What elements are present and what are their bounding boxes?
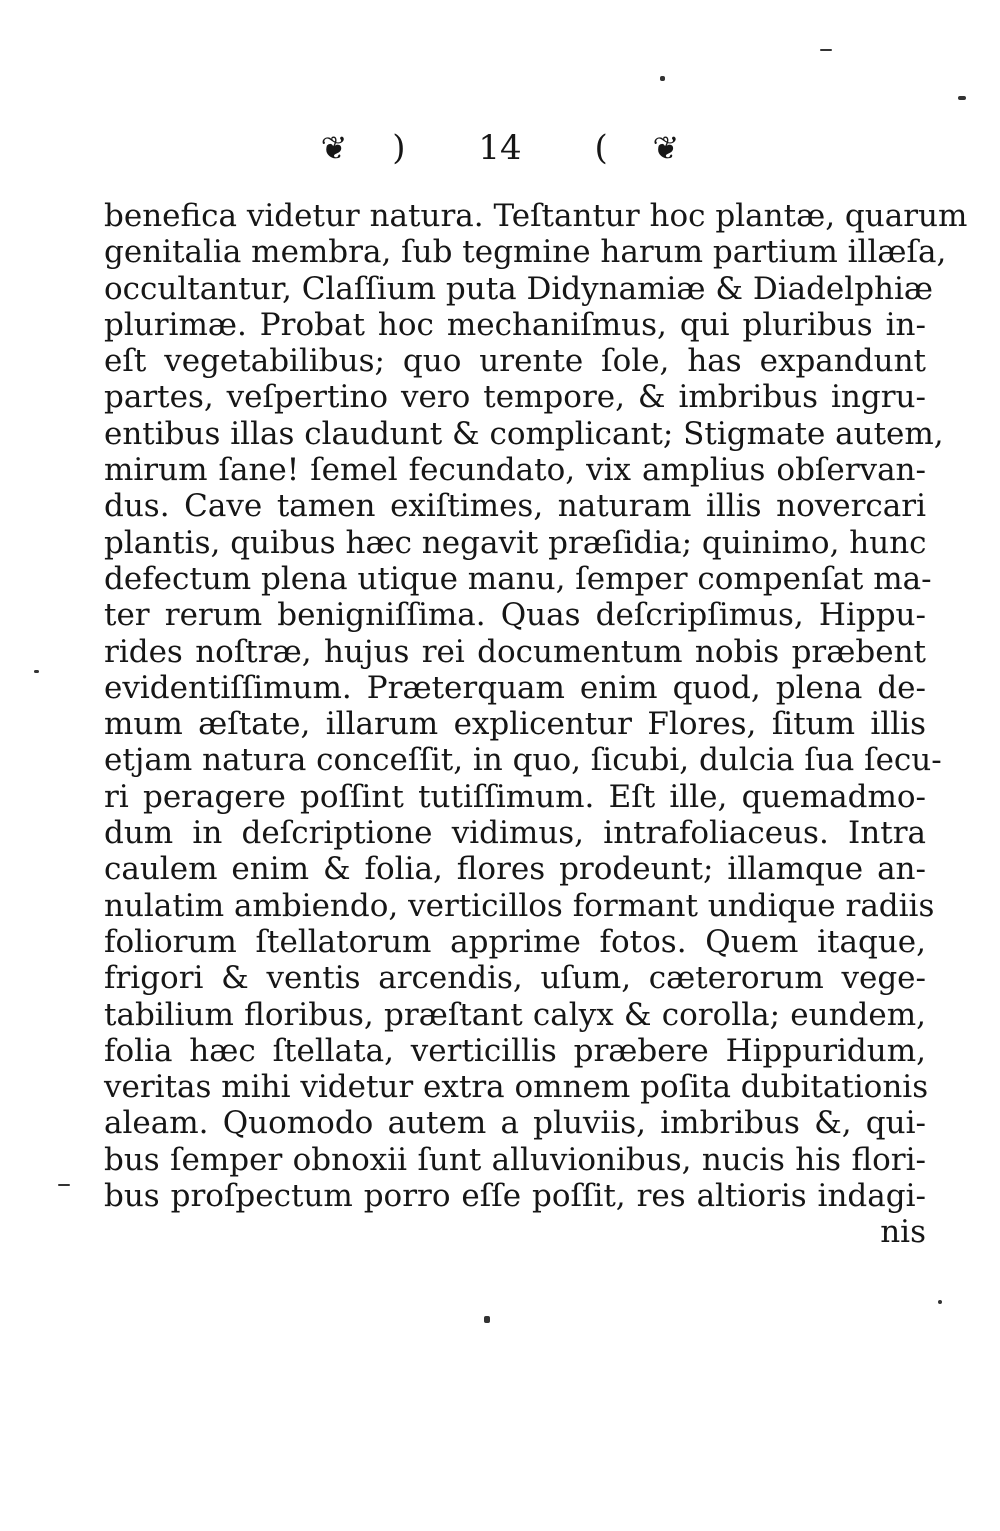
header-paren-right: ( bbox=[594, 128, 608, 168]
text-line: evidentiſſimum. Præterquam enim quod, plena de- bbox=[104, 669, 926, 706]
text-line: bus ſemper obnoxii ſunt alluvionibus, nucis his flori- bbox=[104, 1141, 926, 1178]
text-line: tabilium floribus, præſtant calyx & corolla; eundem, bbox=[104, 996, 926, 1033]
body-text bbox=[104, 198, 968, 1251]
scan-speck bbox=[938, 1300, 942, 1304]
text-line: eſt vegetabilibus; quo urente ſole, has expandunt bbox=[104, 343, 926, 380]
text-line: frigori & ventis arcendis, uſum, cæterorum vege- bbox=[104, 960, 926, 997]
text-line: mirum ſane! ſemel fecundato, vix amplius obſervan- bbox=[104, 452, 926, 489]
scan-speck bbox=[660, 76, 665, 81]
header-paren-left: ) bbox=[392, 128, 406, 168]
scan-speck bbox=[820, 49, 832, 51]
scan-speck bbox=[58, 1184, 70, 1186]
text-line: nulatim ambiendo, verticillos formant undique radiis bbox=[104, 887, 935, 924]
text-line: ri peragere poſſint tutiſſimum. Eſt ille, quemadmo- bbox=[104, 778, 926, 815]
text-line: foliorum ſtellatorum apprime fotos. Quem itaque, bbox=[104, 923, 926, 960]
text-line: plantis, quibus hæc negavit præſidia; quinimo, hunc bbox=[104, 524, 927, 561]
catchword: nis bbox=[880, 1214, 926, 1251]
text-line: bus proſpectum porro eſſe poſſit, res altioris indagi- bbox=[104, 1178, 926, 1215]
text-line: defectum plena utique manu, ſemper compenſat ma- bbox=[104, 560, 932, 597]
text-line: rides noſtræ, hujus rei documentum nobis præbent bbox=[104, 633, 926, 670]
scan-speck bbox=[958, 96, 966, 100]
text-line: aleam. Quomodo autem a pluviis, imbribus &, qui- bbox=[104, 1105, 926, 1142]
text-line: entibus illas claudunt & complicant; Stigmate autem, bbox=[104, 415, 944, 452]
page-header bbox=[0, 128, 1000, 168]
text-line: benefica videtur natura. Teſtantur hoc plantæ, quarum bbox=[104, 198, 968, 234]
text-line: mum æſtate, illarum explicentur Flores, ſitum illis bbox=[104, 706, 926, 743]
fleuron-right-icon: ❦ bbox=[652, 129, 680, 167]
text-line: occultantur, Claſſium puta Didynamiæ & Diadelphiæ bbox=[104, 270, 934, 307]
text-line: veritas mihi videtur extra omnem poſita dubitationis bbox=[104, 1069, 929, 1106]
text-line: folia hæc ſtellata, verticillis præbere Hippuridum, bbox=[104, 1032, 926, 1069]
fleuron-left-icon: ❦ bbox=[320, 129, 348, 167]
page-number: 14 bbox=[478, 128, 522, 168]
text-line: caulem enim & folia, flores prodeunt; illamque an- bbox=[104, 851, 926, 888]
text-line: genitalia membra, ſub tegmine harum partium illæſa, bbox=[104, 234, 947, 271]
text-line: dus. Cave tamen exiſtimes, naturam illis novercari bbox=[104, 488, 926, 525]
text-line: partes, veſpertino vero tempore, & imbribus ingru- bbox=[104, 379, 926, 416]
text-line: ter rerum benigniſſima. Quas deſcripſimus, Hippu- bbox=[104, 597, 926, 634]
scan-speck bbox=[34, 670, 39, 673]
text-line: plurimæ. Probat hoc mechaniſmus, qui pluribus in- bbox=[104, 306, 926, 343]
text-line: dum in deſcriptione vidimus, intrafoliaceus. Intra bbox=[104, 815, 926, 852]
scan-speck bbox=[484, 1316, 490, 1323]
text-line: etjam natura conceſſit, in quo, ſicubi, dulcia ſua ſecu- bbox=[104, 742, 942, 779]
